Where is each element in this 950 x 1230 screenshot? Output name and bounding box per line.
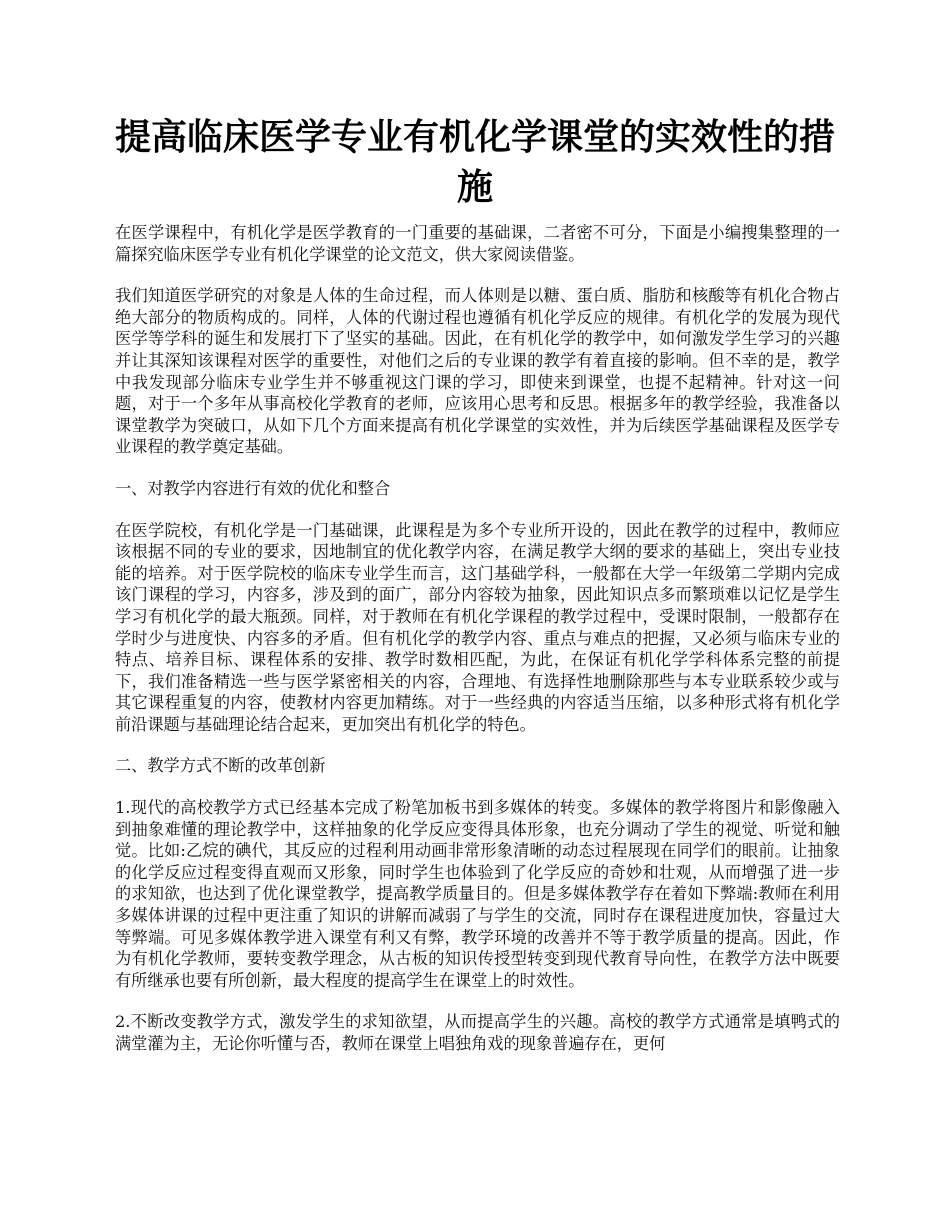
document-title: 提高临床医学专业有机化学课堂的实效性的措施 [114,116,835,208]
section-heading: 二、教学方式不断的改革创新 [115,756,326,776]
section-heading: 一、对教学内容进行有效的优化和整合 [115,478,391,498]
body-paragraph: 2.不断改变教学方式，激发学生的求知欲望，从而提高学生的兴趣。高校的教学方式通常是填鸭式的满堂灌为主，无论你听懂与否，教师在课堂上唱独角戏的现象普遍存在，更何 [115,1012,840,1053]
document-body [115,222,840,1075]
body-paragraph: 1.现代的高校教学方式已经基本完成了粉笔加板书到多媒体的转变。多媒体的教学将图片和影像融入到抽象难懂的理论教学中，这样抽象的化学反应变得具体形象，也充分调动了学生的视觉、听觉和触觉。比如:乙烷的碘代，其反应的过程利用动画非常形象清晰的动态过程展现在同学们的眼前。让抽象的化学反应过程变得直观而又形象，同时学生也体验到了化学反应的奇妙和壮观，从而增强了进一步的求知欲，也达到了优化课堂教学，提高教学质量目的。但是多媒体教学存在着如下弊端:教师在利用多媒体讲课的过程中更注重了知识的讲解而减弱了与学生的交流，同时存在课程进度加快，容量过大等弊端。可见多媒体教学进入课堂有利又有弊，教学环境的改善并不等于教学质量的提高。因此，作为有机化学教师，要转变教学理念，从古板的知识传授型转变到现代教育导向性，在教学方法中既要有所继承也要有所创新，最大程度的提高学生在课堂上的时效性。 [115,798,840,990]
body-paragraph: 我们知道医学研究的对象是人体的生命过程，而人体则是以糖、蛋白质、脂肪和核酸等有机化合物占绝大部分的物质构成的。同样，人体的代谢过程也遵循有机化学反应的规律。有机化学的发展为现代医学等学科的诞生和发展打下了坚实的基础。因此，在有机化学的教学中，如何激发学生学习的兴趣并让其深知该课程对医学的重要性，对他们之后的专业课的教学有着直接的影响。但不幸的是，教学中我发现部分临床专业学生并不够重视这门课的学习，即使来到课堂，也提不起精神。针对这一问题，对于一个多年从事高校化学教育的老师，应该用心思考和反思。根据多年的教学经验，我准备以课堂教学为突破口，从如下几个方面来提高有机化学课堂的实效性，并为后续医学基础课程及医学专业课程的教学奠定基础。 [115,286,840,457]
body-paragraph: 在医学院校，有机化学是一门基础课，此课程是为多个专业所开设的，因此在教学的过程中，教师应该根据不同的专业的要求，因地制宜的优化教学内容，在满足教学大纲的要求的基础上，突出专业技能的培养。对于医学院校的临床专业学生而言，这门基础学科，一般都在大学一年级第二学期内完成该门课程的学习，内容多，涉及到的面广，部分内容较为抽象，因此知识点多而繁琐难以记忆是学生学习有机化学的最大瓶颈。同样，对于教师在有机化学课程的教学过程中，受课时限制，一般都存在学时少与进度快、内容多的矛盾。但有机化学的教学内容、重点与难点的把握，又必须与临床专业的特点、培养目标、课程体系的安排、教学时数相匹配，为此，在保证有机化学学科体系完整的前提下，我们准备精选一些与医学紧密相关的内容，合理地、有选择性地删除那些与本专业联系较少或与其它课程重复的内容，使教材内容更加精练。对于一些经典的内容适当压缩，以多种形式将有机化学前沿课题与基础理论结合起来，更加突出有机化学的特色。 [115,520,840,734]
intro-paragraph: 在医学课程中，有机化学是医学教育的一门重要的基础课，二者密不可分，下面是小编搜集整理的一篇探究临床医学专业有机化学课堂的论文范文，供大家阅读借鉴。 [115,223,840,264]
